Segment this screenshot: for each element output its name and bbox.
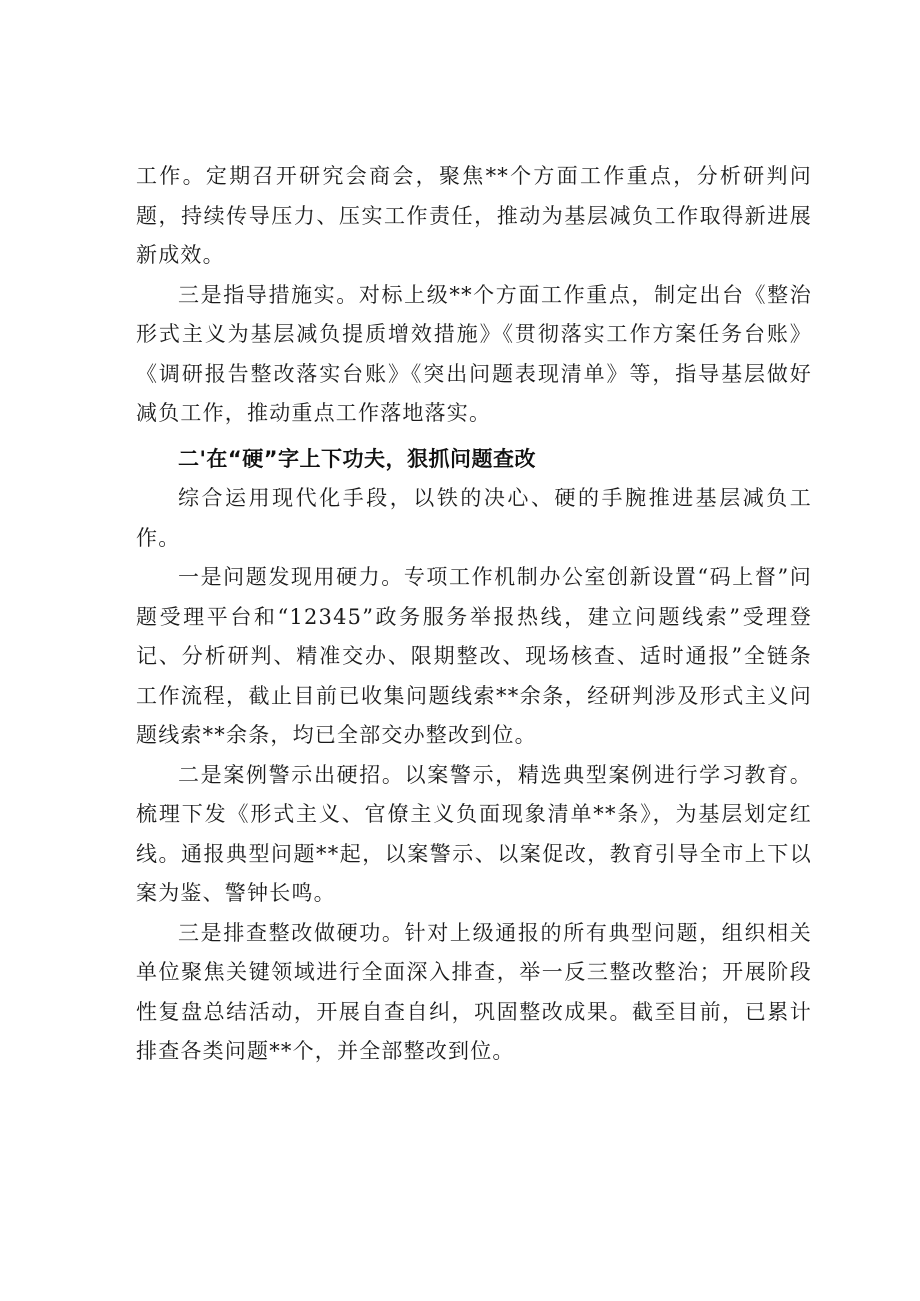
paragraph-rectification: 三是排查整改做硬功。针对上级通报的所有典型问题，组织相关单位聚焦关键领域进行全面深入排查，举一反三整改整治；开展阶段性复盘总结活动，开展自查自纠，巩固整改成果。截至目前，已累计排查各类问题**个，并全部整改到位。	[136, 920, 812, 1063]
document-body	[136, 157, 812, 1072]
paragraph-case-warning: 二是案例警示出硬招。以案警示，精选典型案例进行学习教育。梳理下发《形式主义、官僚主义负面现象清单**条》，为基层划定红线。通报典型问题**起，以案警示、以案促改，教育引导全市上下以案为鉴、警钟长鸣。	[136, 762, 812, 905]
paragraph-problem-discovery: 一是问题发现用硬力。专项工作机制办公室创新设置“码上督”问题受理平台和“12345”政务服务举报热线，建立问题线索”受理登记、分析研判、精准交办、限期整改、现场核查、适时通报”全链条工作流程，截止目前已收集问题线索**余条，经研判涉及形式主义问题线索**余条，均已全部交办整改到位。	[136, 565, 812, 747]
paragraph-guidance-measures: 三是指导措施实。对标上级**个方面工作重点，制定出台《整治形式主义为基层减负提质增效措施》《贯彻落实工作方案任务台账》《调研报告整改落实台账》《突出问题表现清单》等，指导基层做好减负工作，推动重点工作落地落实。	[136, 282, 812, 425]
paragraph-continuation: 工作。定期召开研究会商会，聚焦**个方面工作重点，分析研判问题，持续传导压力、压实工作责任，推动为基层减负工作取得新进展新成效。	[136, 164, 812, 267]
paragraph-section-intro: 综合运用现代化手段，以铁的决心、硬的手腕推进基层减负工作。	[136, 486, 812, 550]
section-heading-2: 二'在“硬”字上下功夫，狠抓问题查改	[178, 446, 537, 471]
